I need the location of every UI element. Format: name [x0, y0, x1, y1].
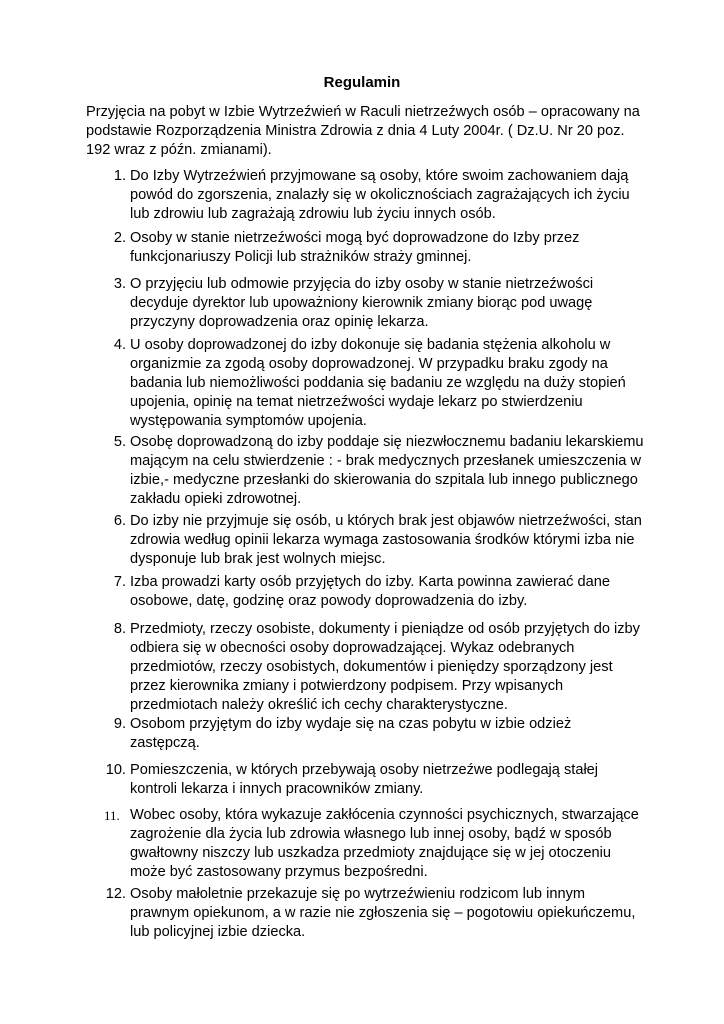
list-item-text: Przedmioty, rzeczy osobiste, dokumenty i pieniądze od osób przyjętych do izby odbiera się w obecności osoby doprowadzającej. Wykaz odebranych przedmiotów, rzeczy osobistych, dokumentów i pieniędzy sporządzony jest przez kierownika zmiany i potwierdzony podpisem. Przy wpisanych przedmiotach należy określić ich cechy charakterystyczne.	[130, 621, 640, 713]
list-item-number: 4.	[113, 337, 126, 353]
list-item-text: Pomieszczenia, w których przebywają osoby nietrzeźwe podlegają stałej kontroli lekarza i innych pracowników zmiany.	[130, 762, 599, 797]
list-item-text: Wobec osoby, która wykazuje zakłócenia czynności psychicznych, stwarzające zagrożenie dla życia lub zdrowia własnego lub innej osoby, bądź w sposób gwałtowny niszczy lub uszkadza przedmioty znajdujące się w jej otoczeniu może być zastosowany przymus bezpośredni.	[130, 807, 639, 880]
list-item-text: Osobę doprowadzoną do izby poddaje się niezwłocznemu badaniu lekarskiemu mającym na celu stwierdzenie : - brak medycznych przesłanek umieszczenia w izbie,- medyczne przesłanki do skierowania do szpitala lub innego publicznego zakładu opieki zdrowotnej.	[130, 434, 644, 507]
list-item-number: 1.	[113, 168, 126, 184]
list-item-text: Osoby w stanie nietrzeźwości mogą być doprowadzone do Izby przez funkcjonariuszy Policji lub strażników straży gminnej.	[130, 230, 580, 265]
list-item-text: Izba prowadzi karty osób przyjętych do izby. Karta powinna zawierać dane osobowe, datę, godzinę oraz powody doprowadzenia do izby.	[130, 574, 610, 609]
list-item-text: Do Izby Wytrzeźwień przyjmowane są osoby, które swoim zachowaniem dają powód do zgorszenia, znalazły się w okolicznościach zagrażających ich życiu lub zdrowiu lub zagrażają zdrowiu lub życiu innych osób.	[130, 168, 630, 222]
list-item-number: 10.	[105, 762, 126, 778]
list-item-number: 7.	[113, 574, 126, 590]
list-item-number: 12.	[105, 886, 126, 902]
list-item-number: 9.	[113, 716, 126, 732]
list-item-number: 2.	[113, 230, 126, 246]
list-item-number: 3.	[113, 276, 126, 292]
list-item-text: O przyjęciu lub odmowie przyjęcia do izby osoby w stanie nietrzeźwości decyduje dyrektor lub upoważniony kierownik zmiany biorąc pod uwagę przyczyny doprowadzenia oraz opinię lekarza.	[130, 276, 594, 330]
list-item-number: 11.	[104, 808, 120, 823]
list-item-number: 8.	[113, 621, 126, 637]
list-item-text: U osoby doprowadzonej do izby dokonuje się badania stężenia alkoholu w organizmie za zgodą osoby doprowadzonej. W przypadku braku zgody na badania lub niemożliwości poddania się badaniu ze względu na duży stopień upojenia, opinię na temat nietrzeźwości wydaje lekarz po stwierdzeniu występowania symptomów upojenia.	[130, 337, 626, 429]
document-intro: Przyjęcia na pobyt w Izbie Wytrzeźwień w Raculi nietrzeźwych osób – opracowany na podstawie Rozporządzenia Ministra Zdrowia z dnia 4 Luty 2004r. ( Dz.U. Nr 20 poz. 192 wraz z późn. zmianami).	[86, 104, 640, 158]
list-item-text: Osobom przyjętym do izby wydaje się na czas pobytu w izbie odzież zastępczą.	[130, 716, 572, 751]
list-item-text: Osoby małoletnie przekazuje się po wytrzeźwieniu rodzicom lub innym prawnym opiekunom, a w razie nie zgłoszenia się – pogotowiu opiekuńczemu, lub policyjnej izbie dziecka.	[130, 886, 636, 940]
list-item-text: Do izby nie przyjmuje się osób, u których brak jest objawów nietrzeźwości, stan zdrowia według opinii lekarza wymaga zastosowania środków którymi izba nie dysponuje lub brak jest wolnych miejsc.	[130, 513, 642, 567]
list-item-number: 5.	[113, 434, 126, 450]
list-item-number: 6.	[113, 513, 126, 529]
document-title: Regulamin	[323, 74, 401, 91]
